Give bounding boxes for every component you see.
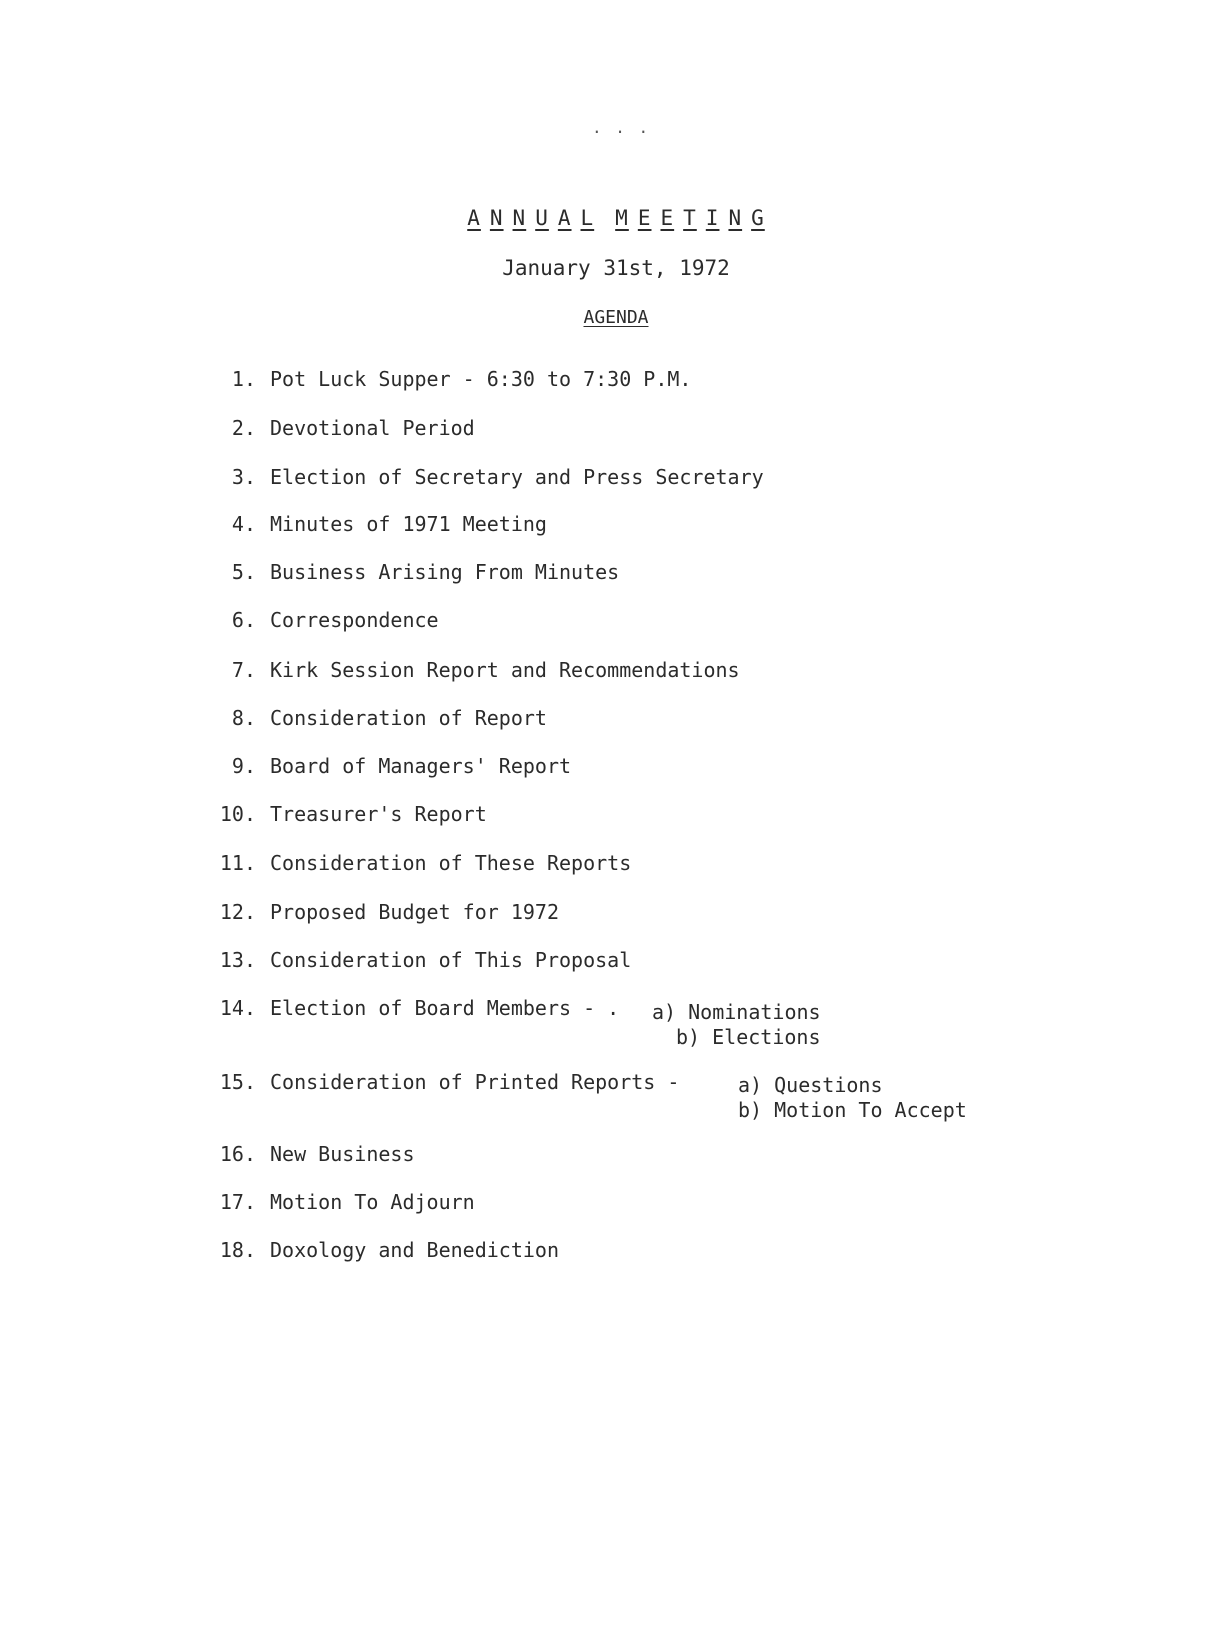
title-letter: A <box>557 206 572 230</box>
item-number: 12. <box>219 900 256 924</box>
sub-item: b) Elections <box>676 1025 821 1049</box>
sub-item: b) Motion To Accept <box>738 1098 967 1122</box>
item-text: Doxology and Benediction <box>270 1238 559 1262</box>
item-number: 18. <box>219 1238 256 1262</box>
item-number: 7. <box>231 658 256 682</box>
item-number: 10. <box>219 802 256 826</box>
item-number: 2. <box>231 416 256 440</box>
title-letter: G <box>751 206 765 230</box>
item-text: Consideration of These Reports <box>270 851 632 875</box>
item-number: 14. <box>219 996 256 1020</box>
item-text: Consideration of Printed Reports - <box>270 1070 680 1094</box>
item-number: 9. <box>231 754 256 778</box>
item-text: Board of Managers' Report <box>270 754 572 778</box>
page-title <box>0 206 1232 230</box>
item-text: Treasurer's Report <box>270 802 487 826</box>
item-text: Consideration of This Proposal <box>270 948 632 972</box>
item-number: 16. <box>219 1142 256 1166</box>
item-text: Devotional Period <box>270 416 475 440</box>
item-text: Consideration of Report <box>270 706 547 730</box>
item-text: Election of Secretary and Press Secretary <box>270 465 764 489</box>
meeting-date: January 31st, 1972 <box>502 256 730 280</box>
title-letter: I <box>705 206 720 230</box>
title-letter: A <box>467 206 481 230</box>
title-letter: U <box>535 206 549 230</box>
item-text: Proposed Budget for 1972 <box>270 900 559 924</box>
item-text: Correspondence <box>270 608 439 632</box>
item-number: 11. <box>219 851 256 875</box>
item-number: 5. <box>231 560 256 584</box>
item-number: 8. <box>231 706 256 730</box>
item-number: 15. <box>219 1070 256 1094</box>
title-letter: M <box>615 206 629 230</box>
item-text: Kirk Session Report and Recommendations <box>270 658 740 682</box>
title-letter: E <box>637 206 652 230</box>
item-number: 6. <box>231 608 256 632</box>
item-text: Election of Board Members - . <box>270 996 620 1020</box>
item-text: Pot Luck Supper - 6:30 to 7:30 P.M. <box>270 367 692 391</box>
title-letter: L <box>580 206 595 230</box>
header-dots: . . . <box>592 118 651 137</box>
title-letter: N <box>489 206 504 230</box>
sub-item: a) Questions <box>738 1073 883 1097</box>
item-text: Minutes of 1971 Meeting <box>270 512 547 536</box>
title-letter: T <box>683 206 697 230</box>
item-text: New Business <box>270 1142 415 1166</box>
item-number: 4. <box>231 512 256 536</box>
title-letter: N <box>512 206 527 230</box>
title-letter: E <box>660 206 675 230</box>
agenda-heading: AGENDA <box>583 307 649 328</box>
item-text: Business Arising From Minutes <box>270 560 620 584</box>
title-letter: N <box>728 206 743 230</box>
sub-item: a) Nominations <box>652 1000 821 1024</box>
item-number: 3. <box>231 465 256 489</box>
item-number: 1. <box>231 367 256 391</box>
item-text: Motion To Adjourn <box>270 1190 475 1214</box>
item-number: 13. <box>219 948 256 972</box>
item-number: 17. <box>219 1190 256 1214</box>
